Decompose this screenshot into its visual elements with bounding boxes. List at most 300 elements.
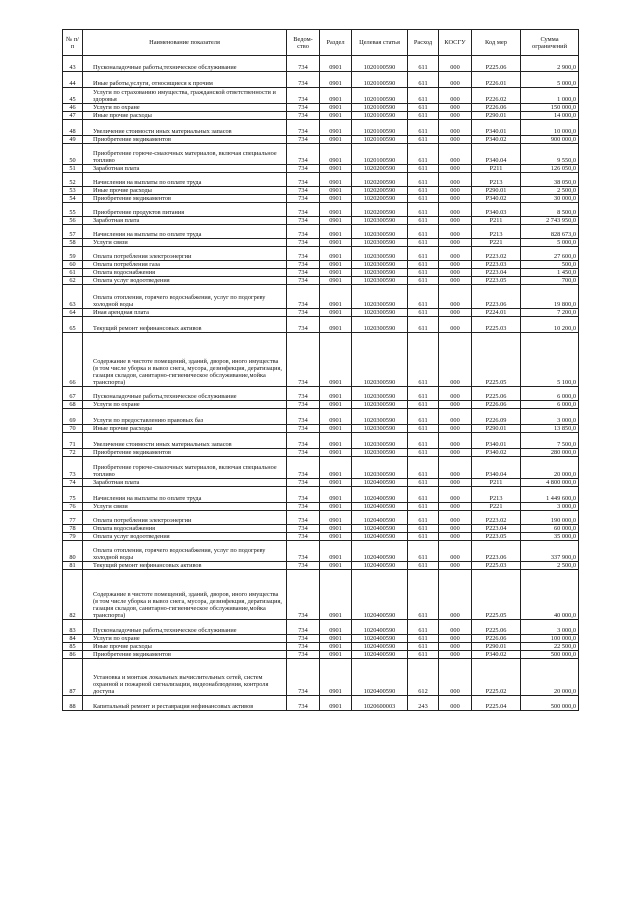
- row-statya: 1020300590: [352, 217, 408, 225]
- row-vedomstvo: 734: [287, 317, 320, 333]
- table-row: [63, 104, 579, 112]
- row-rashod: 612: [408, 659, 439, 696]
- row-statya: 1020200590: [352, 195, 408, 203]
- row-kosgu: 000: [439, 525, 472, 533]
- row-rashod: 611: [408, 225, 439, 239]
- row-rashod: 611: [408, 217, 439, 225]
- row-vedomstvo: 734: [287, 620, 320, 635]
- row-kosgu: 000: [439, 56, 472, 72]
- row-statya: 1020300590: [352, 433, 408, 449]
- table-row: [63, 203, 579, 217]
- row-rashod: 611: [408, 203, 439, 217]
- row-statya: 1020400590: [352, 479, 408, 487]
- row-kosgu: 000: [439, 217, 472, 225]
- row-summa: 828 673,0: [521, 225, 579, 239]
- table-row: [63, 333, 579, 387]
- row-number: 67: [63, 387, 83, 401]
- row-razdel: 0901: [320, 217, 352, 225]
- row-kosgu: 000: [439, 651, 472, 659]
- row-statya: 1020300590: [352, 449, 408, 457]
- row-summa: 3 000,0: [521, 409, 579, 425]
- row-name: Пусконаладочные работы,техническое обслуживание: [83, 620, 287, 635]
- row-name: Иные прочие расходы: [83, 112, 287, 120]
- row-razdel: 0901: [320, 533, 352, 541]
- row-name: Капитальный ремонт и реставрация нефинансовых активов: [83, 696, 287, 711]
- row-kod-mer: Р226.02: [472, 88, 521, 104]
- row-razdel: 0901: [320, 285, 352, 309]
- row-kod-mer: Р290.01: [472, 187, 521, 195]
- row-statya: 1020100590: [352, 88, 408, 104]
- row-vedomstvo: 734: [287, 309, 320, 317]
- table-row: [63, 112, 579, 120]
- header-vedomstvo: Ведом-ство: [287, 30, 320, 56]
- row-summa: 4 800 000,0: [521, 479, 579, 487]
- row-kod-mer: Р211: [472, 217, 521, 225]
- row-statya: 1020100590: [352, 56, 408, 72]
- row-rashod: 611: [408, 239, 439, 247]
- row-number: 83: [63, 620, 83, 635]
- row-vedomstvo: 734: [287, 136, 320, 144]
- row-rashod: 611: [408, 503, 439, 511]
- table-row: [63, 562, 579, 570]
- row-vedomstvo: 734: [287, 187, 320, 195]
- row-kosgu: 000: [439, 401, 472, 409]
- row-name: Оплата услуг водоотведения: [83, 277, 287, 285]
- row-name: Услуги связи: [83, 503, 287, 511]
- row-name: Оплата отопления, горячего водоснабжения, услуг по подогреву холодной воды: [83, 285, 287, 309]
- row-kod-mer: Р223.04: [472, 525, 521, 533]
- row-number: 80: [63, 541, 83, 562]
- row-vedomstvo: 734: [287, 203, 320, 217]
- header-statya: Целевая статья: [352, 30, 408, 56]
- row-name: Услуги связи: [83, 239, 287, 247]
- row-name: Пусконаладочные работы,техническое обслуживание: [83, 387, 287, 401]
- row-razdel: 0901: [320, 457, 352, 479]
- row-kosgu: 000: [439, 239, 472, 247]
- row-vedomstvo: 734: [287, 277, 320, 285]
- row-summa: 337 900,0: [521, 541, 579, 562]
- row-kod-mer: Р221: [472, 239, 521, 247]
- table-row: [63, 195, 579, 203]
- row-statya: 1020400590: [352, 487, 408, 503]
- row-kod-mer: Р226.09: [472, 409, 521, 425]
- table-row: [63, 165, 579, 173]
- row-rashod: 611: [408, 136, 439, 144]
- row-statya: 1020300590: [352, 239, 408, 247]
- row-kosgu: 000: [439, 425, 472, 433]
- row-name: Заработная плата: [83, 479, 287, 487]
- row-kod-mer: Р224.01: [472, 309, 521, 317]
- row-summa: 38 050,0: [521, 173, 579, 187]
- row-vedomstvo: 734: [287, 651, 320, 659]
- row-statya: 1020400590: [352, 635, 408, 643]
- row-statya: 1020400590: [352, 643, 408, 651]
- row-vedomstvo: 734: [287, 88, 320, 104]
- row-kod-mer: Р223.05: [472, 533, 521, 541]
- row-rashod: 611: [408, 309, 439, 317]
- row-razdel: 0901: [320, 651, 352, 659]
- header-razdel: Раздел: [320, 30, 352, 56]
- row-summa: 10 200,0: [521, 317, 579, 333]
- row-kod-mer: Р340.04: [472, 457, 521, 479]
- header-name: Наименование показателя: [83, 30, 287, 56]
- row-kosgu: 000: [439, 449, 472, 457]
- row-kosgu: 000: [439, 165, 472, 173]
- row-name: Текущий ремонт нефинансовых активов: [83, 562, 287, 570]
- row-vedomstvo: 734: [287, 449, 320, 457]
- row-vedomstvo: 734: [287, 333, 320, 387]
- row-rashod: 611: [408, 247, 439, 261]
- row-number: 58: [63, 239, 83, 247]
- row-rashod: 611: [408, 333, 439, 387]
- row-number: 86: [63, 651, 83, 659]
- row-summa: 7 200,0: [521, 309, 579, 317]
- table-row: [63, 387, 579, 401]
- row-statya: 1020300590: [352, 333, 408, 387]
- table-row: [63, 541, 579, 562]
- row-statya: 1020100590: [352, 104, 408, 112]
- table-row: [63, 651, 579, 659]
- row-name: Услуги по страхованию имущества, гражданской ответственности и здоровья: [83, 88, 287, 104]
- row-number: 70: [63, 425, 83, 433]
- row-razdel: 0901: [320, 309, 352, 317]
- table-row: [63, 309, 579, 317]
- row-kod-mer: Р225.03: [472, 562, 521, 570]
- row-summa: 60 000,0: [521, 525, 579, 533]
- row-statya: 1020300590: [352, 269, 408, 277]
- row-kosgu: 000: [439, 120, 472, 136]
- row-razdel: 0901: [320, 277, 352, 285]
- row-name: Содержание в чистоте помещений, зданий, дворов, иного имущества (в том числе уборка и вывоз снега, мусора, дезинфекция, дератизация, газация складов, санитарно-гигиеническое обслуживание,мойка транспорта): [83, 333, 287, 387]
- row-summa: 27 600,0: [521, 247, 579, 261]
- row-kod-mer: Р223.05: [472, 277, 521, 285]
- row-vedomstvo: 734: [287, 562, 320, 570]
- table-row: [63, 56, 579, 72]
- row-razdel: 0901: [320, 247, 352, 261]
- row-razdel: 0901: [320, 562, 352, 570]
- row-number: 55: [63, 203, 83, 217]
- row-name: Приобретение медикаментов: [83, 449, 287, 457]
- row-name: Увеличение стоимости иных материальных запасов: [83, 120, 287, 136]
- row-kod-mer: Р225.05: [472, 570, 521, 620]
- row-rashod: 611: [408, 165, 439, 173]
- table-row: [63, 144, 579, 165]
- row-statya: 1020300590: [352, 387, 408, 401]
- table-row: [63, 247, 579, 261]
- table-row: [63, 425, 579, 433]
- row-summa: 10 000,0: [521, 120, 579, 136]
- row-razdel: 0901: [320, 620, 352, 635]
- row-kod-mer: Р226.06: [472, 635, 521, 643]
- row-kosgu: 000: [439, 72, 472, 88]
- row-rashod: 611: [408, 72, 439, 88]
- row-summa: 100 000,0: [521, 635, 579, 643]
- row-number: 82: [63, 570, 83, 620]
- row-summa: 150 000,0: [521, 104, 579, 112]
- row-statya: 1020100590: [352, 144, 408, 165]
- row-summa: 19 800,0: [521, 285, 579, 309]
- row-statya: 1020200590: [352, 203, 408, 217]
- row-rashod: 611: [408, 457, 439, 479]
- row-name: Пусконаладочные работы,техническое обслуживание: [83, 56, 287, 72]
- row-rashod: 611: [408, 269, 439, 277]
- row-kosgu: 000: [439, 269, 472, 277]
- row-statya: 1020400590: [352, 503, 408, 511]
- row-kosgu: 000: [439, 277, 472, 285]
- row-rashod: 611: [408, 425, 439, 433]
- table-row: [63, 277, 579, 285]
- row-number: 60: [63, 261, 83, 269]
- row-rashod: 611: [408, 533, 439, 541]
- row-vedomstvo: 734: [287, 56, 320, 72]
- table-row: [63, 217, 579, 225]
- row-razdel: 0901: [320, 511, 352, 525]
- row-number: 85: [63, 643, 83, 651]
- row-number: 59: [63, 247, 83, 261]
- row-number: 73: [63, 457, 83, 479]
- table-row: [63, 88, 579, 104]
- row-kod-mer: Р340.02: [472, 449, 521, 457]
- row-summa: 900 000,0: [521, 136, 579, 144]
- row-kosgu: 000: [439, 570, 472, 620]
- row-kosgu: 000: [439, 409, 472, 425]
- row-kosgu: 000: [439, 541, 472, 562]
- row-kod-mer: Р225.02: [472, 659, 521, 696]
- row-razdel: 0901: [320, 317, 352, 333]
- row-name: Иные работы,услуги, относящиеся к прочим: [83, 72, 287, 88]
- row-rashod: 611: [408, 104, 439, 112]
- row-rashod: 611: [408, 317, 439, 333]
- row-vedomstvo: 734: [287, 643, 320, 651]
- row-rashod: 611: [408, 433, 439, 449]
- row-statya: 1020100590: [352, 72, 408, 88]
- row-razdel: 0901: [320, 173, 352, 187]
- row-name: Оплата потребления электроэнергии: [83, 511, 287, 525]
- row-rashod: 611: [408, 570, 439, 620]
- row-vedomstvo: 734: [287, 72, 320, 88]
- row-razdel: 0901: [320, 144, 352, 165]
- row-statya: 1020300590: [352, 277, 408, 285]
- row-kosgu: 000: [439, 285, 472, 309]
- table-row: [63, 187, 579, 195]
- row-number: 56: [63, 217, 83, 225]
- row-vedomstvo: 734: [287, 247, 320, 261]
- row-name: Приобретение продуктов питания: [83, 203, 287, 217]
- row-summa: 2 743 950,0: [521, 217, 579, 225]
- row-number: 43: [63, 56, 83, 72]
- row-razdel: 0901: [320, 72, 352, 88]
- table-header-row: [63, 30, 579, 56]
- header-rashod: Расход: [408, 30, 439, 56]
- row-name: Услуги по предоставлению правовых баз: [83, 409, 287, 425]
- row-rashod: 611: [408, 387, 439, 401]
- row-kod-mer: Р340.01: [472, 433, 521, 449]
- row-razdel: 0901: [320, 165, 352, 173]
- row-number: 81: [63, 562, 83, 570]
- row-kosgu: 000: [439, 225, 472, 239]
- row-kod-mer: Р340.02: [472, 136, 521, 144]
- row-name: Оплата потребления электроэнергии: [83, 247, 287, 261]
- table-row: [63, 479, 579, 487]
- row-kosgu: 000: [439, 261, 472, 269]
- row-summa: 1 450,0: [521, 269, 579, 277]
- row-name: Приобретение медикаментов: [83, 136, 287, 144]
- row-name: Иные прочие расходы: [83, 425, 287, 433]
- header-kod-mer: Код мер: [472, 30, 521, 56]
- row-kod-mer: Р290.01: [472, 643, 521, 651]
- row-kod-mer: Р226.06: [472, 401, 521, 409]
- row-rashod: 611: [408, 651, 439, 659]
- row-summa: 5 000,0: [521, 239, 579, 247]
- row-number: 57: [63, 225, 83, 239]
- table-row: [63, 317, 579, 333]
- row-kod-mer: Р213: [472, 225, 521, 239]
- row-kosgu: 000: [439, 309, 472, 317]
- header-summa: Сумма ограничений: [521, 30, 579, 56]
- table-row: [63, 136, 579, 144]
- table-row: [63, 433, 579, 449]
- table-row: [63, 643, 579, 651]
- row-summa: 190 000,0: [521, 511, 579, 525]
- row-rashod: 611: [408, 88, 439, 104]
- table-row: [63, 533, 579, 541]
- row-summa: 13 850,0: [521, 425, 579, 433]
- row-kod-mer: Р225.06: [472, 56, 521, 72]
- row-statya: 1020400590: [352, 651, 408, 659]
- row-rashod: 611: [408, 541, 439, 562]
- row-kod-mer: Р223.02: [472, 247, 521, 261]
- row-summa: 3 000,0: [521, 620, 579, 635]
- row-rashod: 611: [408, 144, 439, 165]
- row-razdel: 0901: [320, 487, 352, 503]
- row-vedomstvo: 734: [287, 503, 320, 511]
- row-name: Установка и монтаж локальных вычислительных сетей, систем охранной и пожарной сигнализации, видеонаблюдения, контроля доступа: [83, 659, 287, 696]
- row-statya: 1020200590: [352, 187, 408, 195]
- table-row: [63, 225, 579, 239]
- row-rashod: 611: [408, 120, 439, 136]
- row-vedomstvo: 734: [287, 285, 320, 309]
- row-name: Услуги по охране: [83, 635, 287, 643]
- row-number: 88: [63, 696, 83, 711]
- row-kosgu: 000: [439, 187, 472, 195]
- table-row: [63, 72, 579, 88]
- row-number: 54: [63, 195, 83, 203]
- row-number: 44: [63, 72, 83, 88]
- row-name: Оплата услуг водоотведения: [83, 533, 287, 541]
- table-row: [63, 269, 579, 277]
- table-row: [63, 120, 579, 136]
- row-statya: 1020200590: [352, 165, 408, 173]
- row-name: Услуги по охране: [83, 401, 287, 409]
- row-statya: 1020300590: [352, 401, 408, 409]
- row-kod-mer: Р221: [472, 503, 521, 511]
- row-statya: 1020300590: [352, 285, 408, 309]
- row-statya: 1020400590: [352, 659, 408, 696]
- row-razdel: 0901: [320, 541, 352, 562]
- row-razdel: 0901: [320, 104, 352, 112]
- row-name: Иные прочие расходы: [83, 643, 287, 651]
- row-statya: 1020400590: [352, 570, 408, 620]
- row-kosgu: 000: [439, 533, 472, 541]
- row-rashod: 611: [408, 56, 439, 72]
- row-vedomstvo: 734: [287, 144, 320, 165]
- row-statya: 1020200590: [352, 173, 408, 187]
- row-summa: 35 000,0: [521, 533, 579, 541]
- row-kosgu: 000: [439, 144, 472, 165]
- row-kosgu: 000: [439, 635, 472, 643]
- row-vedomstvo: 734: [287, 696, 320, 711]
- row-vedomstvo: 734: [287, 217, 320, 225]
- row-summa: 6 000,0: [521, 401, 579, 409]
- row-vedomstvo: 734: [287, 570, 320, 620]
- row-vedomstvo: 734: [287, 533, 320, 541]
- row-summa: 500,0: [521, 261, 579, 269]
- row-summa: 7 500,0: [521, 433, 579, 449]
- row-kod-mer: Р340.02: [472, 651, 521, 659]
- row-razdel: 0901: [320, 425, 352, 433]
- row-name: Оплата водоснабжения: [83, 269, 287, 277]
- row-kosgu: 000: [439, 387, 472, 401]
- row-kosgu: 000: [439, 333, 472, 387]
- row-razdel: 0901: [320, 333, 352, 387]
- row-vedomstvo: 734: [287, 487, 320, 503]
- row-razdel: 0901: [320, 187, 352, 195]
- row-name: Приобретение горюче-смазочных материалов, включая специальное топливо: [83, 144, 287, 165]
- row-statya: 1020300590: [352, 261, 408, 269]
- row-rashod: 611: [408, 187, 439, 195]
- row-vedomstvo: 734: [287, 173, 320, 187]
- row-kod-mer: Р225.03: [472, 317, 521, 333]
- row-rashod: 611: [408, 112, 439, 120]
- row-summa: 8 500,0: [521, 203, 579, 217]
- row-statya: 1020300590: [352, 317, 408, 333]
- table-row: [63, 487, 579, 503]
- row-kosgu: 000: [439, 112, 472, 120]
- table-body: [63, 56, 579, 711]
- row-statya: 1020400590: [352, 525, 408, 533]
- row-name: Приобретение горюче-смазочных материалов, включая специальное топливо: [83, 457, 287, 479]
- row-razdel: 0901: [320, 433, 352, 449]
- row-number: 69: [63, 409, 83, 425]
- row-statya: 1020600003: [352, 696, 408, 711]
- row-kosgu: 000: [439, 203, 472, 217]
- row-razdel: 0901: [320, 696, 352, 711]
- row-kosgu: 000: [439, 317, 472, 333]
- row-vedomstvo: 734: [287, 261, 320, 269]
- row-kod-mer: Р340.03: [472, 203, 521, 217]
- row-kosgu: 000: [439, 88, 472, 104]
- row-summa: 2 900,0: [521, 56, 579, 72]
- row-kod-mer: Р225.06: [472, 620, 521, 635]
- row-rashod: 611: [408, 620, 439, 635]
- row-kosgu: 000: [439, 479, 472, 487]
- row-name: Оплата потребления газа: [83, 261, 287, 269]
- row-razdel: 0901: [320, 635, 352, 643]
- table-row: [63, 635, 579, 643]
- table-row: [63, 457, 579, 479]
- row-vedomstvo: 734: [287, 165, 320, 173]
- row-name: Содержание в чистоте помещений, зданий, дворов, иного имущества (в том числе уборка и вывоз снега, мусора, дезинфекция, дератизация, газация складов, санитарно-гигиеническое обслуживание,мойка транспорта): [83, 570, 287, 620]
- row-rashod: 611: [408, 401, 439, 409]
- row-name: Услуги по охране: [83, 104, 287, 112]
- row-vedomstvo: 734: [287, 195, 320, 203]
- table-row: [63, 659, 579, 696]
- table-row: [63, 401, 579, 409]
- row-kosgu: 000: [439, 433, 472, 449]
- row-rashod: 611: [408, 635, 439, 643]
- row-razdel: 0901: [320, 56, 352, 72]
- table-row: [63, 409, 579, 425]
